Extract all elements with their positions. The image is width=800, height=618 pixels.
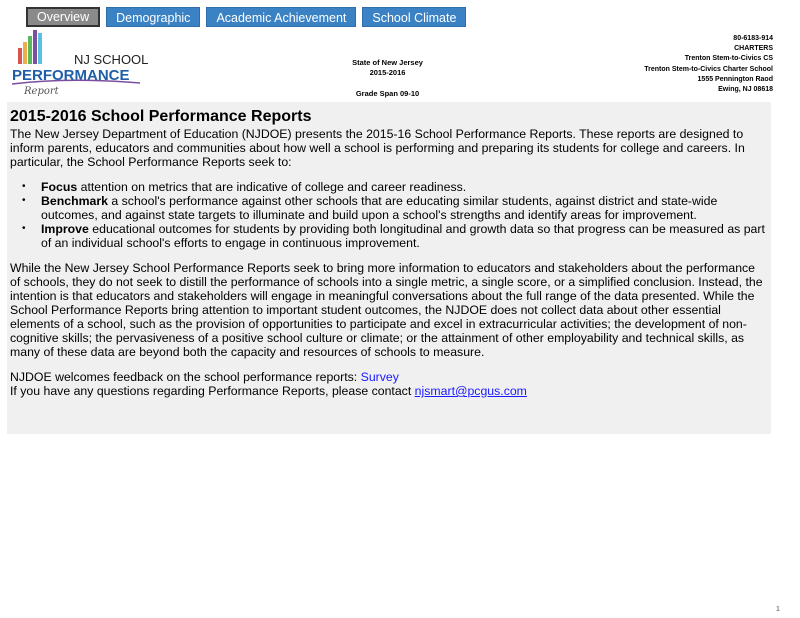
feedback-line — [10, 370, 767, 384]
grade-span-label: Grade Span 09-10 — [355, 89, 420, 98]
district-name: Trenton Stem-to-Civics CS — [684, 55, 773, 63]
school-info — [644, 34, 773, 95]
nj-school-performance-logo — [8, 30, 148, 98]
school-code: 80-6183-914 — [733, 35, 773, 42]
logo-nj-school-text: NJ SCHOOL — [74, 52, 148, 67]
contact-line — [10, 384, 767, 398]
page-title: 2015-2016 School Performance Reports — [10, 108, 312, 125]
address-line-2: Ewing, NJ 08618 — [718, 86, 773, 94]
feedback-text: NJDOE welcomes feedback on the school performance reports: — [10, 370, 361, 384]
bullet-text: attention on metrics that are indicative of college and career readiness. — [77, 180, 467, 194]
tab-demographic[interactable]: Demographic — [106, 7, 200, 27]
tab-overview[interactable]: Overview — [26, 7, 100, 27]
disclaimer-paragraph: While the New Jersey School Performance Reports seek to bring more information to educators and stakeholders about the performance of schools, they do not seek to distill the performance of schools into a single metric, a single score, or a simplified conclusion. Instead, the intention is that educators and stakeholders will engage in meaningful conversations about the full range of the data presented. While the School Performance Reports bring attention to important student outcomes, the NJDOE does not collect data about other essential elements of a school, such as the provision of opportunities to participate and excel in extracurricular activities; the development of non-cognitive skills; the pervasiveness of a positive school culture or climate; or the attainment of other employability and technical skills, as many of these data are beyond both the capacity and resources of schools to measure. — [10, 261, 763, 359]
survey-link[interactable]: Survey — [360, 370, 399, 384]
tab-school-climate[interactable]: School Climate — [362, 7, 466, 27]
logo-report-text: Report — [24, 86, 59, 97]
list-item — [41, 180, 767, 194]
year-label: 2015-2016 — [369, 68, 406, 77]
contact-email-link[interactable]: njsmart@pcgus.com — [414, 384, 527, 398]
header-center — [330, 58, 445, 78]
bullet-text: a school's performance against other schools that are educating similar students, against district and state-wide outcomes, and against state targets to illuminate and build upon a school's strengths and identify areas for improvement. — [41, 194, 718, 222]
report-tabs — [26, 7, 466, 27]
goals-list — [10, 180, 767, 250]
page-number: 1 — [775, 604, 780, 613]
school-name: Trenton Stem-to-Civics Charter School — [644, 65, 773, 73]
bullet-keyword: Focus — [41, 180, 78, 194]
school-type: CHARTERS — [734, 45, 773, 53]
tab-academic-achievement[interactable]: Academic Achievement — [206, 7, 356, 27]
overview-panel — [7, 102, 771, 434]
intro-paragraph: The New Jersey Department of Education (NJDOE) presents the 2015-16 School Performance Reports. These reports are designed to inform parents, educators and communities about how well a school is performing and preparing its students for college and careers. In particular, the School Performance Reports seek to: — [10, 127, 745, 169]
address-line-1: 1555 Pennington Raod — [697, 75, 773, 83]
list-item — [41, 194, 767, 222]
bullet-keyword: Improve — [41, 222, 89, 236]
list-item — [41, 222, 767, 250]
bullet-keyword: Benchmark — [41, 194, 108, 208]
logo-performance-text: PERFORMANCE — [12, 67, 130, 84]
state-label: State of New Jersey — [352, 58, 423, 67]
contact-text: If you have any questions regarding Performance Reports, please contact — [10, 384, 415, 398]
bullet-text: educational outcomes for students by providing both longitudinal and growth data so that progress can be measured as part of an individual school's efforts to engage in continuous improvement. — [41, 222, 765, 250]
